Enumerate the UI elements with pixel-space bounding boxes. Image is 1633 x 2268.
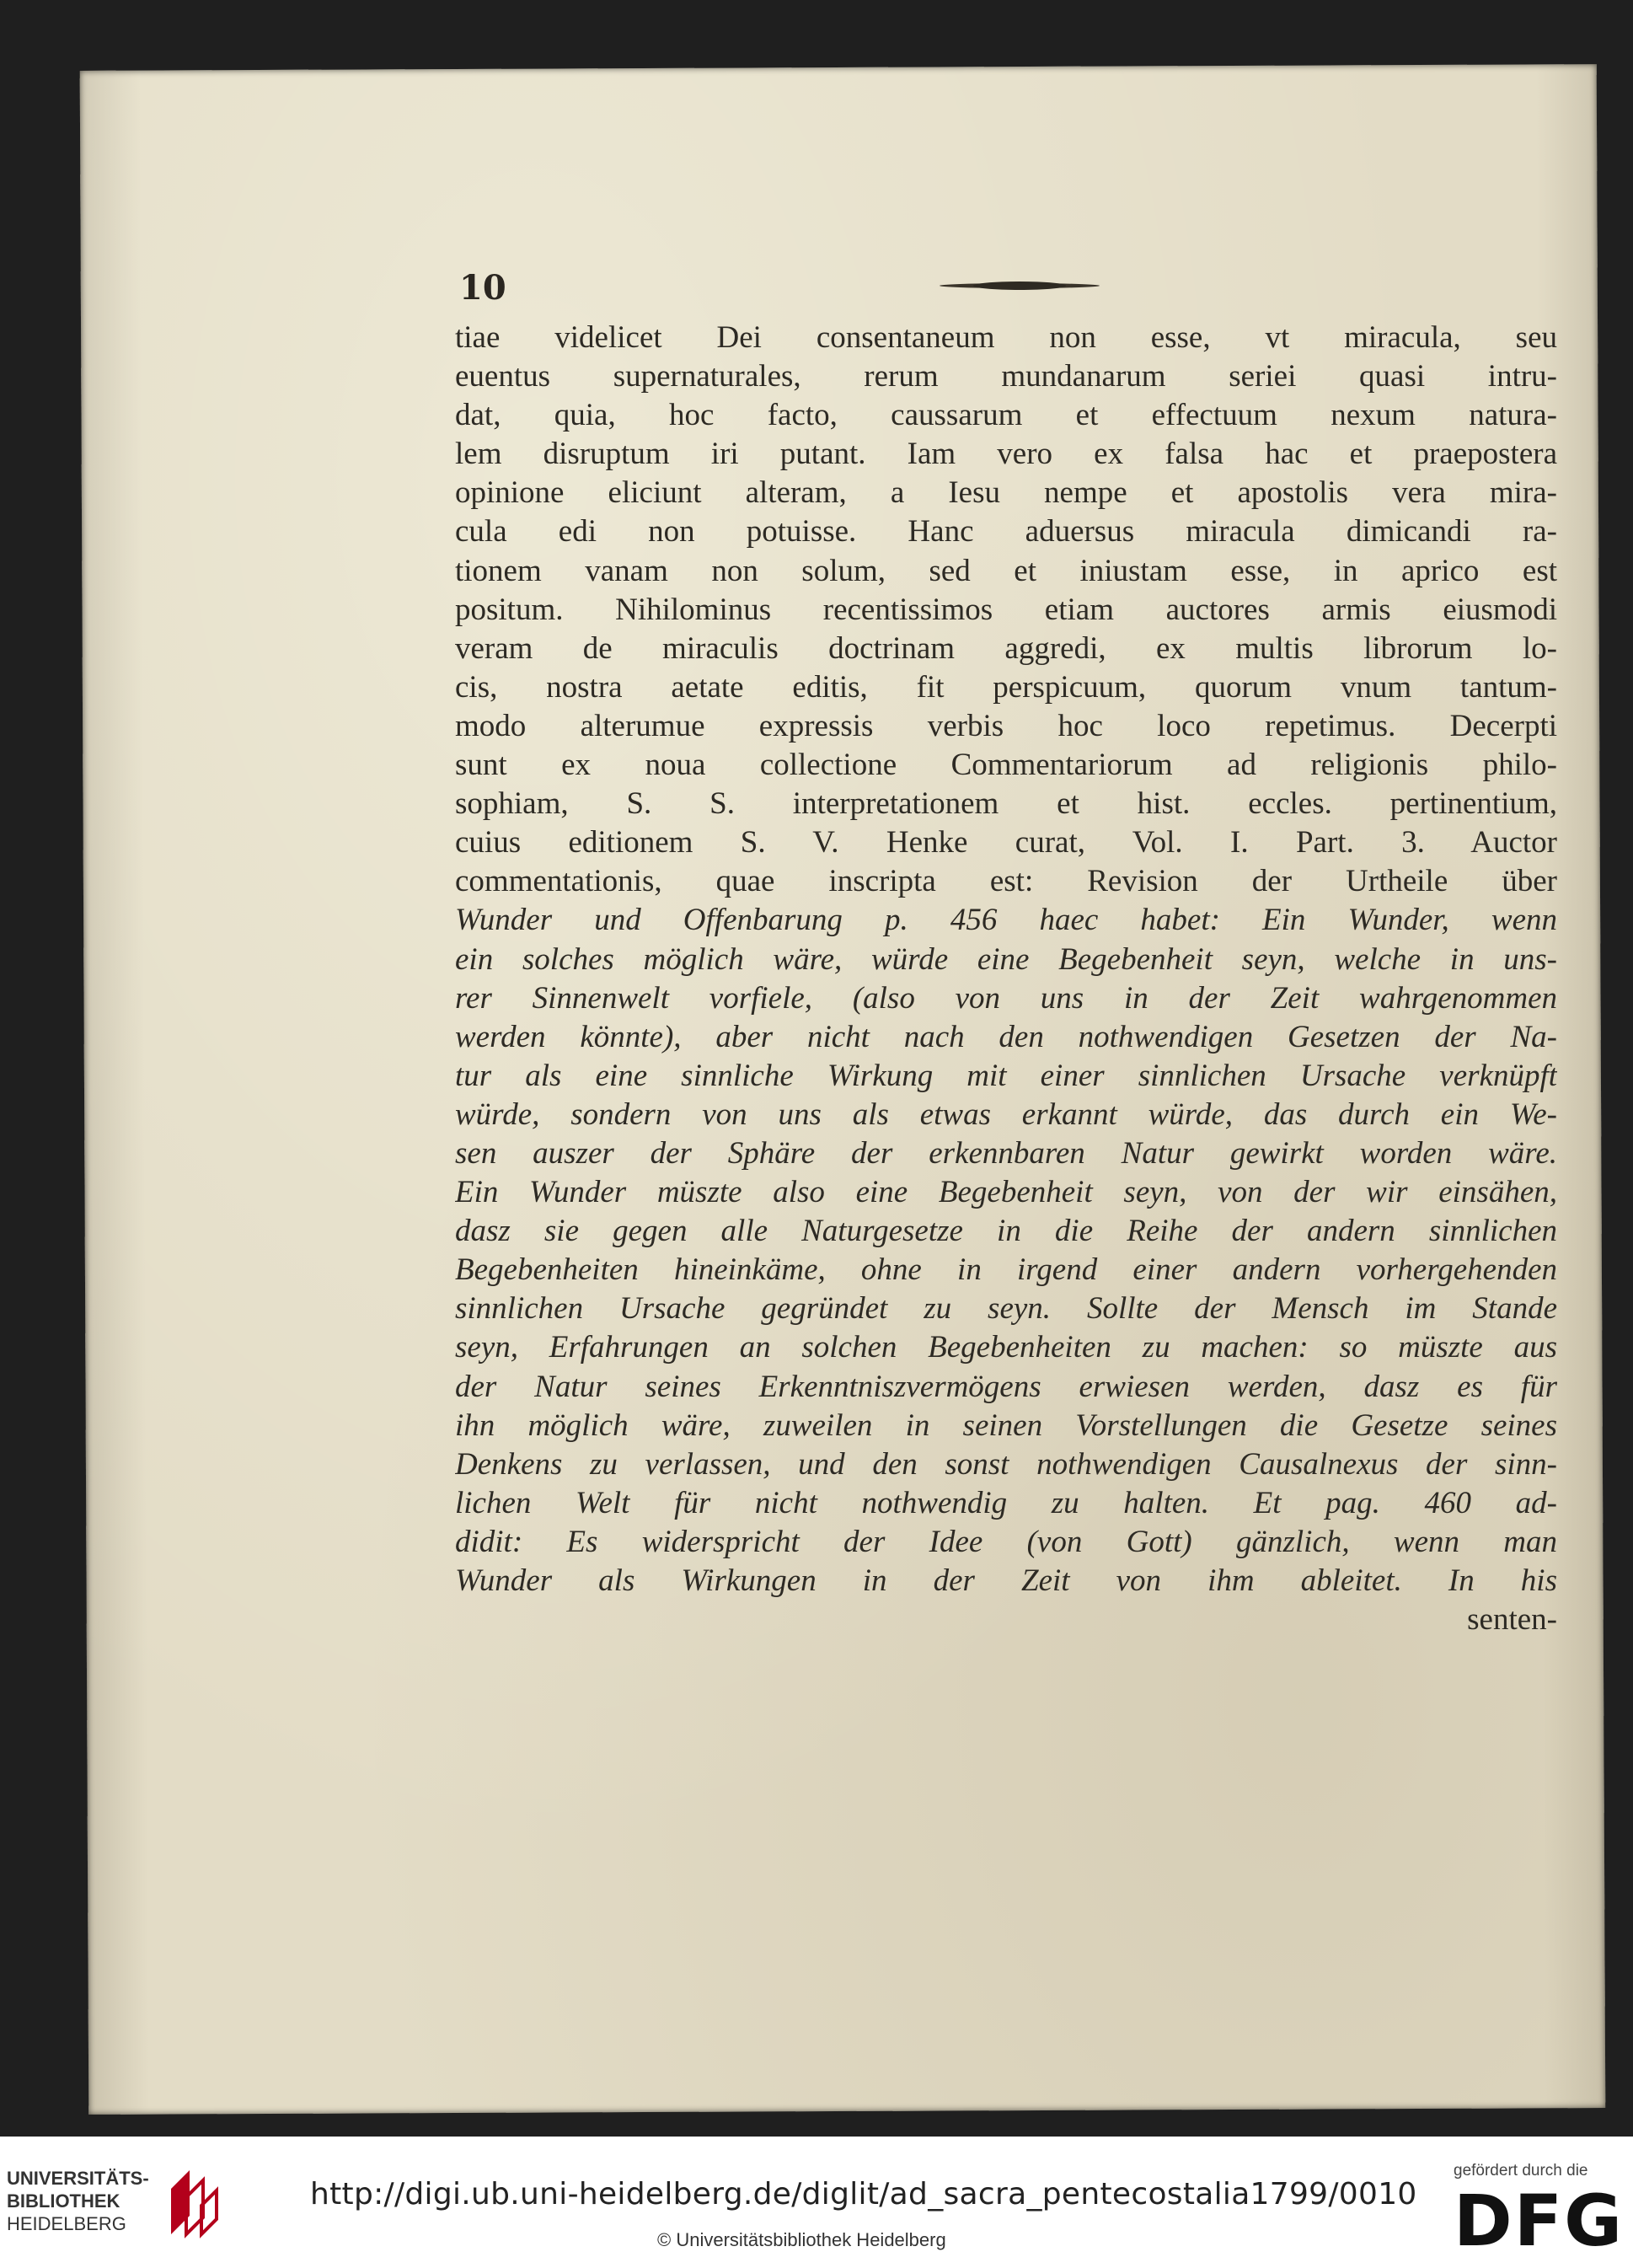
text-line: cis, nostra aetate editis, fit perspicuum, quorum vnum tantum-: [455, 669, 1557, 705]
text-line: cula edi non potuisse. Hanc aduersus miracula dimicandi ra-: [455, 514, 1557, 550]
page-text: [455, 319, 1557, 1639]
text-line: tur als eine sinnliche Wirkung mit einer sinnlichen Ursache verknüpft: [455, 1058, 1557, 1093]
logo-line-3: HEIDELBERG: [7, 2213, 126, 2234]
text-line: modo alterumue expressis verbis hoc loco repetimus. Decerpti: [455, 708, 1557, 743]
text-line: veram de miraculis doctrinam aggredi, ex multis librorum lo-: [455, 630, 1557, 666]
text-line: tionem vanam non solum, sed et iniustam esse, in aprico est: [455, 553, 1557, 588]
text-line: lem disruptum iri putant. Iam vero ex falsa hac et praepostera: [455, 437, 1557, 472]
text-line: der Natur seines Erkenntniszvermögens erwiesen werden, dasz es für: [455, 1369, 1557, 1404]
text-line: lichen Welt für nicht nothwendig zu halten. Et pag. 460 ad-: [455, 1485, 1557, 1520]
text-line: dat, quia, hoc facto, caussarum et effectuum nexum natura-: [455, 398, 1557, 433]
library-logo-icon[interactable]: [164, 2163, 223, 2239]
text-line: würde, sondern von uns als etwas erkannt würde, das durch ein We-: [455, 1096, 1557, 1132]
text-line: Denkens zu verlassen, und den sonst nothwendigen Causalnexus der sinn-: [455, 1446, 1557, 1482]
text-line: commentationis, quae inscripta est: Revision der Urtheile über: [455, 864, 1557, 899]
footer-bar: [0, 2137, 1633, 2268]
funded-by-label: gefördert durch die: [1454, 2162, 1588, 2180]
text-line: rer Sinnenwelt vorfiele, (also von uns in der Zeit wahrgenommen: [455, 980, 1557, 1016]
text-line: werden könnte), aber nicht nach den nothwendigen Gesetzen der Na-: [455, 1019, 1557, 1054]
logo-line-2: BIBLIOTHEK: [7, 2190, 120, 2212]
text-line: positum. Nihilominus recentissimos etiam auctores armis eiusmodi: [455, 592, 1557, 627]
logo-line-1: UNIVERSITÄTS-: [7, 2168, 149, 2189]
text-line: Ein Wunder müszte also eine Begebenheit seyn, von der wir einsähen,: [455, 1175, 1557, 1210]
text-line: ihn möglich wäre, zuweilen in seinen Vorstellungen die Gesetze seines: [455, 1407, 1557, 1443]
text-line: euentus supernaturales, rerum mundanarum seriei quasi intru-: [455, 359, 1557, 394]
text-line: didit: Es widerspricht der Idee (von Gott) gänzlich, wenn man: [455, 1524, 1557, 1559]
text-line: sophiam, S. S. interpretationem et hist. eccles. pertinentium,: [455, 786, 1557, 822]
library-logo-text[interactable]: [7, 2167, 149, 2235]
text-line: opinione eliciunt alteram, a Iesu nempe et apostolis vera mira-: [455, 475, 1557, 511]
text-line: sen auszer der Sphäre der erkennbaren Natur gewirkt worden wäre.: [455, 1135, 1557, 1171]
text-line: seyn, Erfahrungen an solchen Begebenheiten zu machen: so müszte aus: [455, 1330, 1557, 1365]
text-line: dasz sie gegen alle Naturgesetze in die Reihe der andern sinnlichen: [455, 1214, 1557, 1249]
copyright-notice: © Universitätsbibliothek Heidelberg: [657, 2229, 946, 2250]
text-line: Wunder als Wirkungen in der Zeit von ihm ableitet. In his: [455, 1563, 1557, 1598]
text-line: sinnlichen Ursache gegründet zu seyn. Sollte der Mensch im Stande: [455, 1291, 1557, 1327]
text-line: cuius editionem S. V. Henke curat, Vol. I. Part. 3. Auctor: [455, 825, 1557, 861]
dfg-logo[interactable]: DFG: [1454, 2180, 1625, 2262]
page-number: 10: [459, 268, 506, 308]
header-ornament-rule: [940, 283, 1100, 288]
text-line: ein solches möglich wäre, würde eine Begebenheit seyn, welche in uns-: [455, 941, 1557, 977]
permalink-url[interactable]: http://digi.ub.uni-heidelberg.de/diglit/ad_sacra_pentecostalia1799/0010: [310, 2177, 1417, 2212]
text-line: Wunder und Offenbarung p. 456 haec habet: Ein Wunder, wenn: [455, 903, 1557, 938]
text-line: tiae videlicet Dei consentaneum non esse, vt miracula, seu: [455, 320, 1557, 355]
text-line: Begebenheiten hineinkäme, ohne in irgend einer andern vorhergehenden: [455, 1252, 1557, 1288]
text-line: senten-: [1467, 1602, 1557, 1638]
text-line: sunt ex noua collectione Commentariorum ad religionis philo-: [455, 748, 1557, 783]
